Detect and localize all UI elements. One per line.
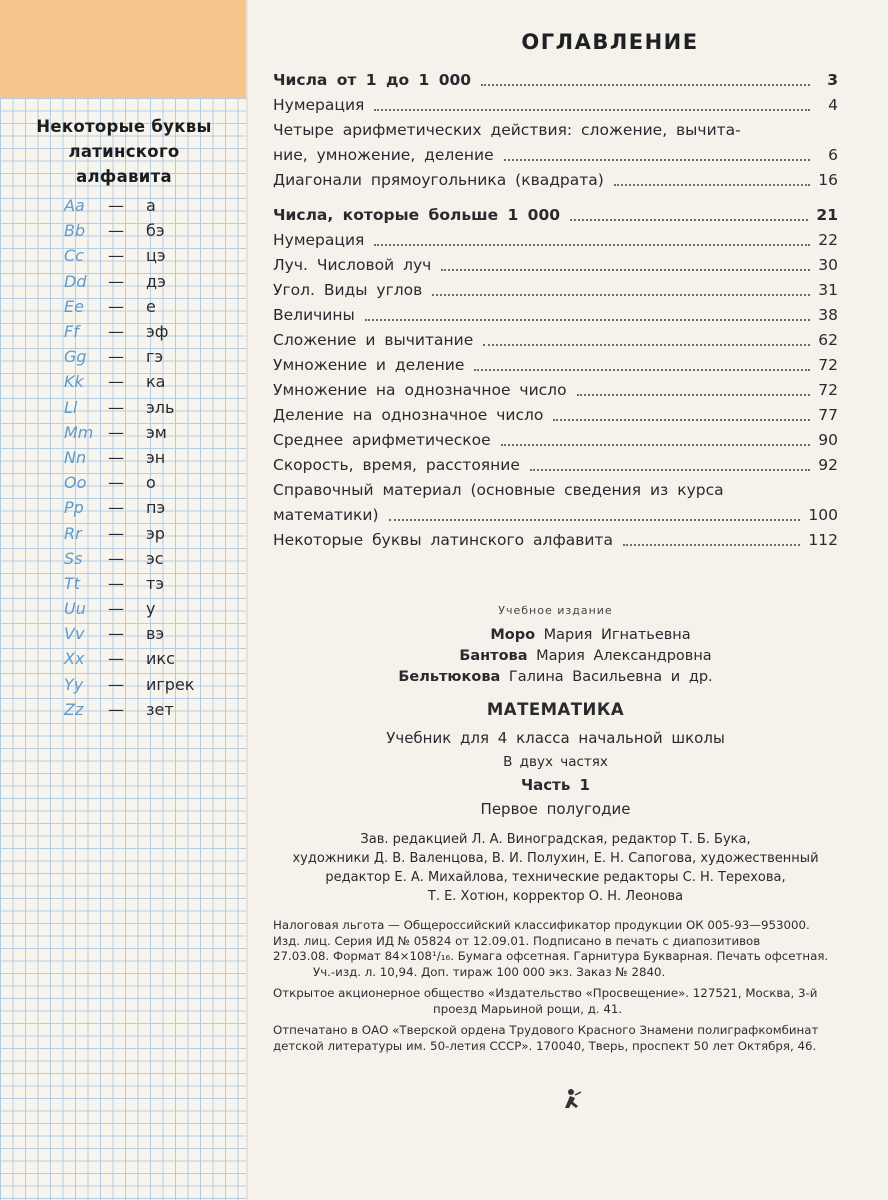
latin-letter: Kk	[64, 372, 84, 392]
credits-block	[273, 604, 838, 1054]
alphabet-row	[64, 369, 244, 394]
toc-entry	[273, 118, 838, 143]
letter-name: эс	[146, 548, 164, 568]
toc-entry	[273, 478, 838, 503]
toc-label: Нумерация	[273, 231, 365, 249]
dot-leader	[389, 519, 801, 521]
toc-page: 92	[818, 456, 838, 474]
dash: —	[108, 422, 124, 442]
letter-name: вэ	[146, 624, 165, 644]
toc-page: 16	[818, 171, 838, 189]
latin-letter: Tt	[64, 573, 81, 593]
publisher-logo-icon	[561, 1086, 583, 1110]
dash: —	[108, 271, 124, 291]
dash: —	[108, 246, 124, 266]
book-subtitle: Учебник для 4 класса начальной школы	[386, 729, 725, 747]
toc-label: Некоторые буквы латинского алфавита	[273, 531, 613, 549]
latin-letter: Nn	[64, 447, 87, 467]
dash: —	[108, 347, 124, 367]
alphabet-row	[64, 470, 244, 495]
letter-name: ка	[146, 372, 166, 392]
latin-letter: Cc	[64, 246, 84, 266]
dash: —	[108, 221, 124, 241]
toc-page: 112	[808, 531, 838, 549]
letter-name: дэ	[146, 271, 166, 291]
toc-entry	[273, 428, 838, 453]
toc-page: 90	[818, 431, 838, 449]
latin-letter: Bb	[64, 221, 86, 241]
latin-letter: Yy	[64, 674, 84, 694]
letter-name: эль	[146, 397, 175, 417]
author-line: Бантова Мария Александровна	[459, 648, 712, 664]
toc-label-continued: математики)	[273, 506, 379, 524]
book-title: МАТЕМАТИКА	[486, 700, 625, 719]
dash: —	[108, 322, 124, 342]
dash: —	[108, 548, 124, 568]
alphabet-row	[64, 445, 244, 470]
column-divider	[246, 0, 248, 1200]
dot-leader	[441, 269, 810, 271]
dot-leader	[474, 369, 810, 371]
author-line: Моро Мария Игнатьевна	[490, 627, 691, 643]
toc-entry	[273, 328, 838, 353]
toc-page: 31	[818, 281, 838, 299]
alphabet-row	[64, 672, 244, 697]
toc-entry	[273, 253, 838, 278]
latin-alphabet-sidebar	[0, 0, 246, 1200]
alphabet-row	[64, 218, 244, 243]
latin-letter: Ee	[64, 296, 84, 316]
dot-leader	[374, 244, 810, 246]
alphabet-row	[64, 420, 244, 445]
toc-entry	[273, 378, 838, 403]
dash: —	[108, 372, 124, 392]
toc-label: Величины	[273, 306, 355, 324]
letter-name: цэ	[146, 246, 166, 266]
toc-entry	[273, 353, 838, 378]
toc-entry	[273, 453, 838, 478]
letter-name: эф	[146, 322, 169, 342]
toc-page: 4	[828, 96, 838, 114]
imprint-printer: Отпечатано в ОАО «Тверской ордена Трудового Красного Знамени полиграфкомбинат детской литературы им. 50-летия СССР». 170040, Тверь, проспект 50 лет Октября, 46.	[273, 1023, 819, 1053]
latin-letter: Dd	[64, 271, 87, 291]
dot-leader	[483, 344, 810, 346]
toc-page: 72	[818, 381, 838, 399]
alphabet-row	[64, 294, 244, 319]
dash: —	[108, 649, 124, 669]
dash: —	[108, 699, 124, 719]
toc-label: Справочный материал (основные сведения из курса	[273, 481, 724, 499]
dot-leader	[623, 544, 800, 546]
toc-page: 77	[818, 406, 838, 424]
latin-letter: Pp	[64, 498, 84, 518]
edition-type: Учебное издание	[498, 604, 613, 617]
alphabet-row	[64, 520, 244, 545]
toc-section-heading	[273, 68, 838, 93]
toc-entry	[273, 503, 838, 528]
dot-leader	[614, 184, 810, 186]
toc-entry	[273, 228, 838, 253]
letter-name: эр	[146, 523, 165, 543]
toc-label: Четыре арифметических действия: сложение, вычита-	[273, 121, 741, 139]
dot-leader	[570, 219, 808, 221]
alphabet-row	[64, 697, 244, 722]
alphabet-row	[64, 646, 244, 671]
latin-letter: Ss	[64, 548, 83, 568]
letter-name: у	[146, 599, 156, 619]
dash: —	[108, 296, 124, 316]
dot-leader	[553, 419, 810, 421]
letter-name: эм	[146, 422, 167, 442]
toc-label: Числа, которые больше 1 000	[273, 206, 561, 224]
alphabet-row	[64, 596, 244, 621]
imprint-tax: Налоговая льгота — Общероссийский классификатор продукции ОК 005-93—953000. Изд. лиц. Серия ИД № 05824 от 12.09.01. Подписано в печать с диапозитивов 27.03.08. Формат 84×108¹/₁₆. Бумага офсетная. Гарнитура Букварная. Печать офсетная. Уч.-изд. л. 10,94. Доп. тираж 100 000 экз. Заказ № 2840.	[273, 918, 829, 979]
toc-entry	[273, 303, 838, 328]
latin-letter: Ff	[64, 322, 79, 342]
toc-page: 72	[818, 356, 838, 374]
toc-entry	[273, 528, 838, 553]
latin-letter: Vv	[64, 624, 85, 644]
toc-entry	[273, 403, 838, 428]
dot-leader	[481, 84, 810, 86]
toc-page: 6	[828, 146, 838, 164]
toc-label: Диагонали прямоугольника (квадрата)	[273, 171, 604, 189]
toc-entry	[273, 278, 838, 303]
alphabet-row	[64, 395, 244, 420]
letter-name: е	[146, 296, 156, 316]
toc-entry	[273, 93, 838, 118]
alphabet-row	[64, 546, 244, 571]
toc-page: 21	[816, 206, 838, 224]
toc-label-continued: ние, умножение, деление	[273, 146, 494, 164]
author-line: Бельтюкова Галина Васильевна и др.	[398, 669, 713, 685]
dash: —	[108, 523, 124, 543]
dash: —	[108, 397, 124, 417]
toc-page: 62	[818, 331, 838, 349]
toc-label: Скорость, время, расстояние	[273, 456, 520, 474]
alphabet-row	[64, 193, 244, 218]
dash: —	[108, 599, 124, 619]
letter-name: игрек	[146, 674, 195, 694]
imprint-publisher: Открытое акционерное общество «Издательство «Просвещение». 127521, Москва, 3-й проезд Марьиной рощи, д. 41.	[273, 986, 818, 1016]
letter-name: бэ	[146, 221, 165, 241]
toc-entry	[273, 168, 838, 193]
toc-label: Умножение на однозначное число	[273, 381, 567, 399]
letter-name: о	[146, 473, 156, 493]
toc-label: Луч. Числовой луч	[273, 256, 432, 274]
dash: —	[108, 196, 124, 216]
toc-label: Числа от 1 до 1 000	[273, 71, 472, 89]
toc-title: ОГЛАВЛЕНИЕ	[521, 30, 699, 54]
dash: —	[108, 498, 124, 518]
dot-leader	[365, 319, 810, 321]
dot-leader	[577, 394, 810, 396]
alphabet-row	[64, 621, 244, 646]
alphabet-row	[64, 269, 244, 294]
toc-label: Умножение и деление	[273, 356, 465, 374]
dash: —	[108, 473, 124, 493]
toc-label: Деление на однозначное число	[273, 406, 544, 424]
latin-letter: Uu	[64, 599, 86, 619]
alphabet-row	[64, 319, 244, 344]
latin-letter: Mm	[64, 422, 94, 442]
letter-name: тэ	[146, 573, 165, 593]
letter-name: гэ	[146, 347, 164, 367]
alphabet-list	[64, 193, 244, 722]
letter-name: а	[146, 196, 156, 216]
letter-name: пэ	[146, 498, 166, 518]
toc-section-heading	[273, 203, 838, 228]
latin-letter: Oo	[64, 473, 87, 493]
toc-page: 100	[808, 506, 838, 524]
letter-name: эн	[146, 447, 166, 467]
dash: —	[108, 573, 124, 593]
dot-leader	[504, 159, 810, 161]
parts-note: В двух частях	[503, 754, 608, 770]
toc-label: Среднее арифметическое	[273, 431, 491, 449]
dash: —	[108, 624, 124, 644]
table-of-contents	[273, 68, 838, 553]
latin-letter: Aa	[64, 196, 85, 216]
dot-leader	[530, 469, 810, 471]
dot-leader	[374, 109, 810, 111]
semester: Первое полугодие	[480, 800, 631, 818]
latin-letter: Xx	[64, 649, 85, 669]
latin-letter: Rr	[64, 523, 82, 543]
alphabet-row	[64, 571, 244, 596]
toc-label: Нумерация	[273, 96, 365, 114]
alphabet-row	[64, 344, 244, 369]
sidebar-orange-band	[0, 0, 246, 98]
part-number: Часть 1	[521, 776, 590, 794]
sidebar-title: Некоторые буквы латинского алфавита	[36, 117, 212, 186]
toc-label: Угол. Виды углов	[273, 281, 423, 299]
toc-page: 38	[818, 306, 838, 324]
latin-letter: Zz	[64, 699, 84, 719]
dash: —	[108, 447, 124, 467]
toc-entry	[273, 143, 838, 168]
toc-label: Сложение и вычитание	[273, 331, 474, 349]
toc-page: 30	[818, 256, 838, 274]
letter-name: икс	[146, 649, 175, 669]
toc-page: 3	[827, 71, 838, 89]
toc-page: 22	[818, 231, 838, 249]
dot-leader	[432, 294, 810, 296]
dash: —	[108, 674, 124, 694]
letter-name: зет	[146, 699, 174, 719]
latin-letter: Ll	[64, 397, 78, 417]
editors-block: Зав. редакцией Л. А. Виноградская, редактор Т. Б. Бука, художники Д. В. Валенцова, В. И. Полухин, Е. Н. Сапогова, художественный редактор Е. А. Михайлова, технические редакторы С. Н. Терехова, Т. Е. Хотюн, корректор О. Н. Леонова	[292, 832, 819, 904]
latin-letter: Gg	[64, 347, 87, 367]
dot-leader	[501, 444, 810, 446]
alphabet-row	[64, 243, 244, 268]
alphabet-row	[64, 495, 244, 520]
